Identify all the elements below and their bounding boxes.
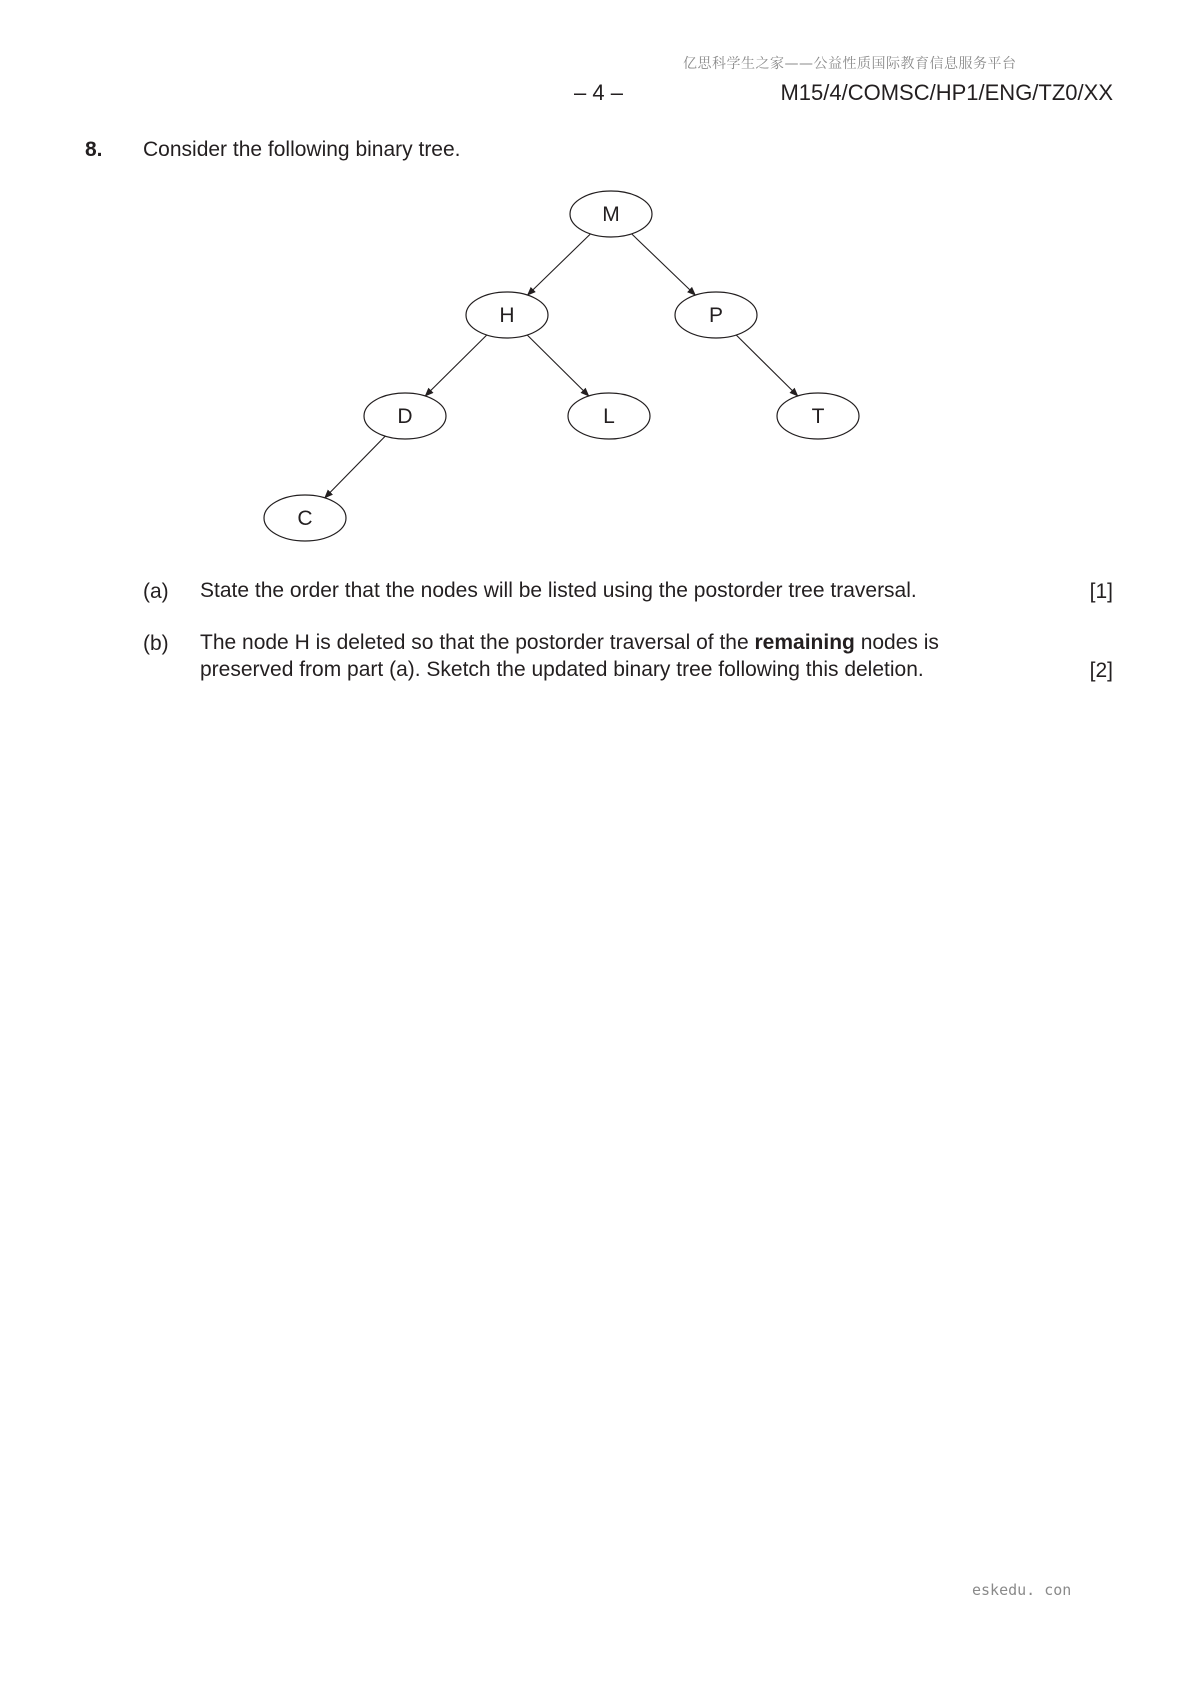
tree-node-d [364, 393, 446, 439]
node-label-t: T [811, 405, 825, 428]
paper-code: M15/4/COMSC/HP1/ENG/TZ0/XX [780, 80, 1113, 105]
tree-node-c [264, 495, 346, 541]
part-b-line-1-start: The node H is deleted so that the postorder traversal of the [200, 631, 755, 654]
header-watermark: 亿思科学生之家——公益性质国际教育信息服务平台 [683, 56, 1017, 72]
question-number: 8. [85, 138, 103, 161]
edge-m-h [528, 234, 591, 295]
part-b-line-1 [200, 629, 939, 656]
part-b-emphasis: remaining [754, 631, 855, 654]
part-b-text [200, 629, 939, 683]
tree-node-t [777, 393, 859, 439]
question-stem: Consider the following binary tree. [143, 138, 461, 161]
node-label-c: C [297, 507, 313, 530]
tree-node-l [568, 393, 650, 439]
node-label-m: M [602, 203, 620, 226]
edge-p-t [736, 335, 798, 396]
binary-tree-diagram [0, 0, 1191, 600]
node-label-d: D [397, 405, 413, 428]
part-a-text: State the order that the nodes will be listed using the postorder tree traversal. [200, 579, 917, 602]
part-a-marks: [1] [1089, 580, 1113, 603]
tree-nodes [264, 191, 859, 541]
tree-node-h [466, 292, 548, 338]
edge-m-p [632, 234, 696, 295]
part-b-label: (b) [143, 632, 169, 655]
tree-edges [325, 234, 798, 498]
edge-h-d [425, 335, 487, 396]
page-number: – 4 – [574, 80, 623, 105]
node-label-p: P [708, 304, 724, 327]
part-b-marks: [2] [1089, 659, 1113, 682]
part-a-label: (a) [143, 580, 169, 603]
edge-d-c [325, 436, 385, 498]
tree-node-p [675, 292, 757, 338]
node-label-h: H [499, 304, 515, 327]
edge-h-l [527, 335, 589, 396]
part-b-line-1-end: nodes is [854, 631, 939, 654]
node-label-l: L [603, 405, 615, 428]
footer-watermark: eskedu. con [972, 1581, 1072, 1599]
tree-node-m [570, 191, 652, 237]
part-b-line-2: preserved from part (a). Sketch the updated binary tree following this deletion. [200, 658, 924, 681]
